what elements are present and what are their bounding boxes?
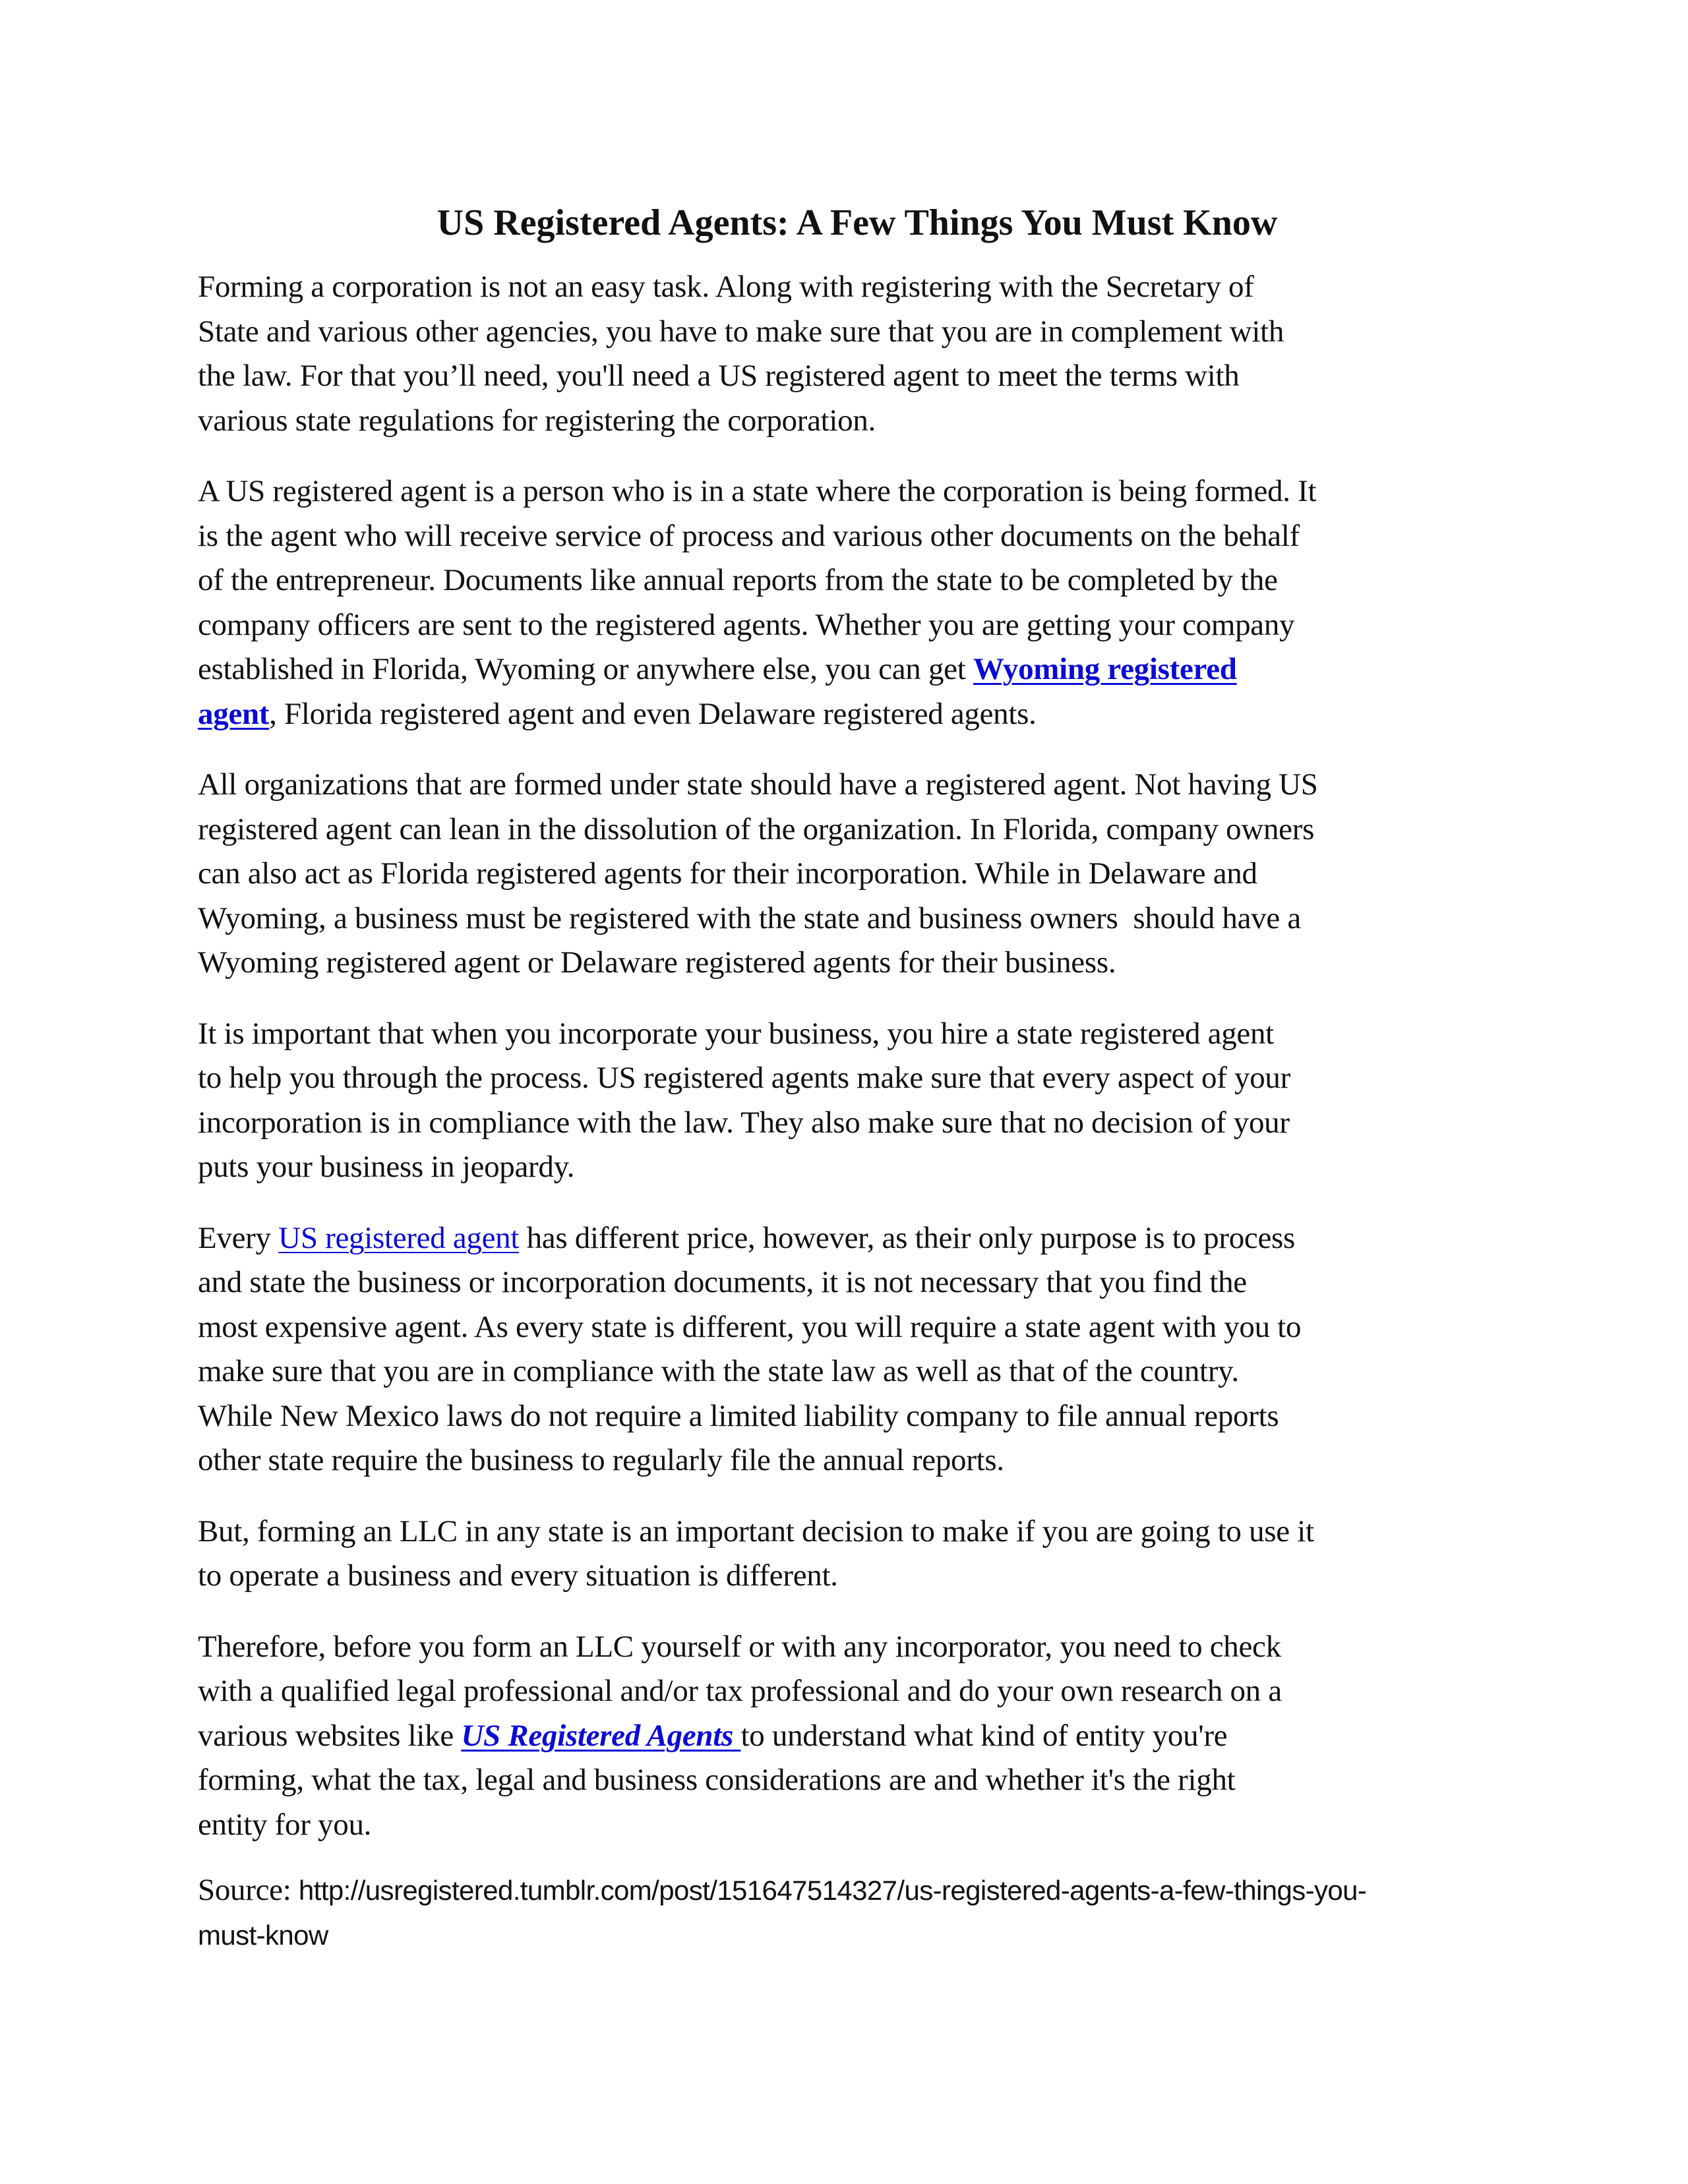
text-line: most expensive agent. As every state is different, you will require a state agent with you to [198,1309,1302,1344]
text-line: the law. For that you’ll need, you'll need a US registered agent to meet the terms with [198,359,1240,393]
paragraph-pricing [198,1216,1490,1483]
source-url: http://usregistered.tumblr.com/post/151647514327/us-registered-agents-a-few-things-you- [298,1875,1367,1906]
document-page [198,196,1490,1988]
paragraph-organizations [198,763,1490,986]
text-line: But, forming an LLC in any state is an important decision to make if you are going to use it [198,1514,1314,1549]
text-line: Wyoming, a business must be registered with the state and business owners should have a [198,900,1301,935]
us-registered-agents-link[interactable]: US Registered Agents [461,1718,741,1753]
source-url-continued: must-know [198,1919,328,1951]
text-segment: to understand what kind of entity you're [740,1718,1228,1753]
text-line: of the entrepreneur. Documents like annual reports from the state to be completed by the [198,563,1278,597]
text-line: make sure that you are in compliance with the state law as well as that of the country. [198,1354,1239,1388]
text-line: to operate a business and every situation is different. [198,1558,838,1593]
wyoming-registered-agent-link-continued[interactable]: agent [198,696,270,731]
text-segment: , Florida registered agent and even Delaware registered agents. [269,696,1037,731]
text-line: Forming a corporation is not an easy task. Along with registering with the Secretary of [198,270,1254,304]
text-segment: various websites like [198,1718,462,1753]
text-line: All organizations that are formed under state should have a registered agent. Not having US [198,767,1318,802]
text-line: various state regulations for registering the corporation. [198,403,876,438]
text-line [198,692,1490,737]
text-line: Therefore, before you form an LLC yourself or with any incorporator, you need to check [198,1629,1281,1664]
text-line [198,1714,1490,1759]
text-line: Wyoming registered agent or Delaware registered agents for their business. [198,945,1116,980]
text-line: is the agent who will receive service of process and various other documents on the behalf [198,518,1300,553]
paragraph-importance [198,1012,1490,1190]
text-segment: has different price, however, as their only purpose is to process [519,1220,1296,1255]
text-line: can also act as Florida registered agents for their incorporation. While in Delaware and [198,856,1257,891]
us-registered-agent-link[interactable]: US registered agent [278,1220,520,1255]
text-line [198,1868,1490,1913]
text-line: with a qualified legal professional and/or tax professional and do your own research on a [198,1674,1282,1708]
text-line: incorporation is in compliance with the law. They also make sure that no decision of your [198,1105,1290,1140]
text-line: entity for you. [198,1807,372,1842]
source-label: Source: [198,1873,299,1907]
paragraph-intro [198,265,1490,443]
wyoming-registered-agent-link[interactable]: Wyoming registered [973,652,1237,686]
text-line: It is important that when you incorporate your business, you hire a state registered agent [198,1016,1274,1051]
text-segment: established in Florida, Wyoming or anywhere else, you can get [198,652,973,686]
text-line [198,647,1490,692]
text-line [198,1216,1490,1261]
text-line: State and various other agencies, you have to make sure that you are in complement with [198,314,1284,349]
paragraph-llc-decision [198,1510,1490,1599]
text-line: other state require the business to regularly file the annual reports. [198,1443,1004,1477]
text-line: While New Mexico laws do not require a limited liability company to file annual reports [198,1398,1279,1433]
document-title: US Registered Agents: A Few Things You Must Know [437,202,1278,243]
source-citation [198,1868,1490,1957]
text-line: and state the business or incorporation documents, it is not necessary that you find the [198,1265,1247,1299]
paragraph-advice [198,1625,1490,1848]
text-segment: Every [198,1220,279,1255]
text-line: registered agent can lean in the dissolution of the organization. In Florida, company owners [198,812,1315,846]
text-line: to help you through the process. US registered agents make sure that every aspect of your [198,1061,1290,1095]
text-line: puts your business in jeopardy. [198,1150,575,1184]
text-line: A US registered agent is a person who is in a state where the corporation is being formed. It [198,474,1317,508]
paragraph-definition [198,469,1490,736]
text-line: company officers are sent to the registered agents. Whether you are getting your company [198,607,1295,642]
text-line: forming, what the tax, legal and business considerations are and whether it's the right [198,1763,1236,1797]
